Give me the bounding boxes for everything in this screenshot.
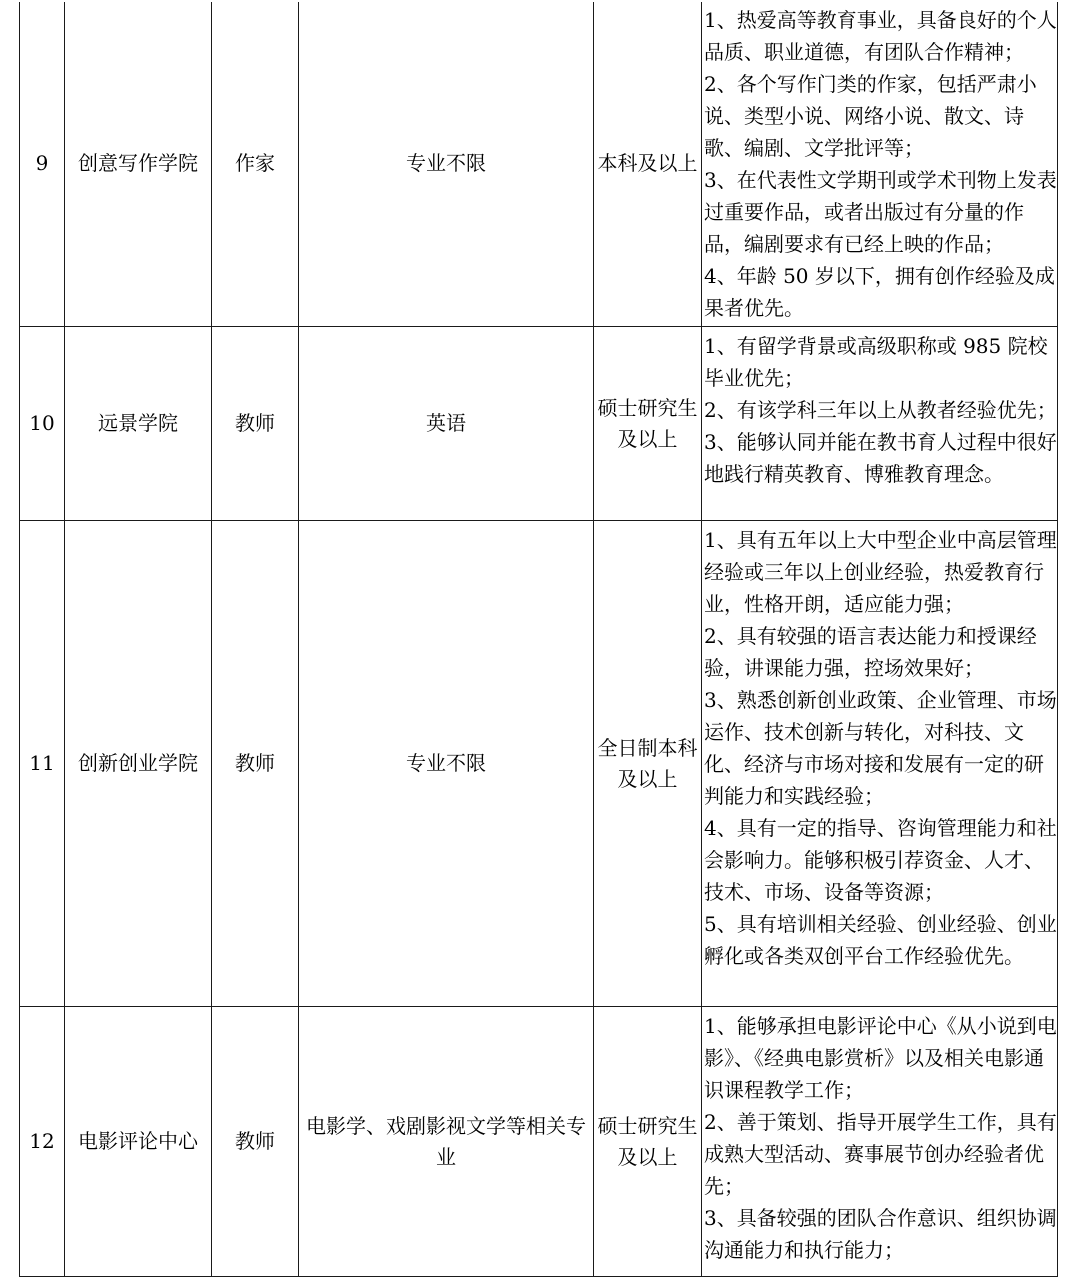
major-text: 专业不限 [406, 151, 486, 175]
row-number: 9 [35, 151, 49, 175]
position-name: 教师 [235, 1129, 275, 1153]
education-cell [594, 327, 702, 521]
college-cell [65, 327, 212, 521]
position-name: 教师 [235, 411, 275, 435]
row-number-cell [20, 521, 65, 1007]
college-name: 创新创业学院 [78, 751, 198, 775]
requirement-item: 1、热爱高等教育事业，具备良好的个人品质、职业道德，有团队合作精神； [704, 8, 1057, 64]
table-row [20, 1, 1058, 327]
row-number: 12 [29, 1129, 55, 1153]
requirements-cell [702, 1, 1058, 327]
recruitment-table [19, 0, 1058, 1277]
table-row [20, 521, 1058, 1007]
requirement-item: 4、具有一定的指导、咨询管理能力和社会影响力。能够积极引荐资金、人才、技术、市场、设备等资源； [704, 816, 1057, 904]
position-cell [212, 521, 299, 1007]
table-row [20, 327, 1058, 521]
requirement-item: 3、能够认同并能在教书育人过程中很好地践行精英教育、博雅教育理念。 [704, 430, 1057, 486]
major-text: 英语 [426, 411, 466, 435]
position-name: 教师 [235, 751, 275, 775]
position-cell [212, 327, 299, 521]
requirements-cell [702, 327, 1058, 521]
requirement-item: 3、熟悉创新创业政策、企业管理、市场运作、技术创新与转化，对科技、文化、经济与市场对接和发展有一定的研判能力和实践经验； [704, 688, 1057, 808]
table-row [20, 1007, 1058, 1277]
education-text: 本科及以上 [597, 151, 698, 175]
requirement-item: 1、有留学背景或高级职称或 985 院校毕业优先； [704, 334, 1048, 390]
row-number: 10 [29, 411, 55, 435]
row-number-cell [20, 1007, 65, 1277]
major-cell [299, 1, 594, 327]
requirements-cell [702, 521, 1058, 1007]
education-cell [594, 1, 702, 327]
top-edge [0, 0, 1080, 2]
requirement-item: 3、具备较强的团队合作意识、组织协调沟通能力和执行能力； [704, 1206, 1057, 1262]
college-cell [65, 1007, 212, 1277]
college-cell [65, 521, 212, 1007]
requirement-item: 2、善于策划、指导开展学生工作，具有成熟大型活动、赛事展节创办经验者优先； [704, 1110, 1057, 1198]
major-cell [299, 521, 594, 1007]
education-text: 全日制本科及以上 [597, 735, 698, 791]
major-text: 电影学、戏剧影视文学等相关专业 [306, 1113, 586, 1169]
education-text: 硕士研究生及以上 [597, 395, 698, 451]
college-name: 创意写作学院 [78, 151, 198, 175]
requirement-item: 4、年龄 50 岁以下，拥有创作经验及成果者优先。 [704, 264, 1055, 320]
position-cell [212, 1007, 299, 1277]
major-cell [299, 1007, 594, 1277]
row-number-cell [20, 1, 65, 327]
requirement-item: 1、能够承担电影评论中心《从小说到电影》、《经典电影赏析》以及相关电影通识课程教学工作； [704, 1014, 1057, 1102]
requirement-item: 2、各个写作门类的作家，包括严肃小说、类型小说、网络小说、散文、诗歌、编剧、文学批评等； [704, 72, 1037, 160]
education-text: 硕士研究生及以上 [597, 1113, 698, 1169]
requirements-cell [702, 1007, 1058, 1277]
major-cell [299, 327, 594, 521]
position-cell [212, 1, 299, 327]
requirement-item: 2、具有较强的语言表达能力和授课经验，讲课能力强，控场效果好； [704, 624, 1037, 680]
row-number-cell [20, 327, 65, 521]
row-number: 11 [29, 751, 55, 775]
position-name: 作家 [235, 151, 275, 175]
college-cell [65, 1, 212, 327]
requirement-item: 2、有该学科三年以上从教者经验优先； [704, 398, 1057, 422]
college-name: 电影评论中心 [78, 1129, 198, 1153]
requirement-item: 5、具有培训相关经验、创业经验、创业孵化或各类双创平台工作经验优先。 [704, 912, 1057, 968]
education-cell [594, 1007, 702, 1277]
requirement-item: 3、在代表性文学期刊或学术刊物上发表过重要作品，或者出版过有分量的作品，编剧要求有已经上映的作品； [704, 168, 1057, 256]
requirement-item: 1、具有五年以上大中型企业中高层管理经验或三年以上创业经验，热爱教育行业，性格开朗，适应能力强； [704, 528, 1057, 616]
education-cell [594, 521, 702, 1007]
major-text: 专业不限 [406, 751, 486, 775]
college-name: 远景学院 [98, 411, 178, 435]
